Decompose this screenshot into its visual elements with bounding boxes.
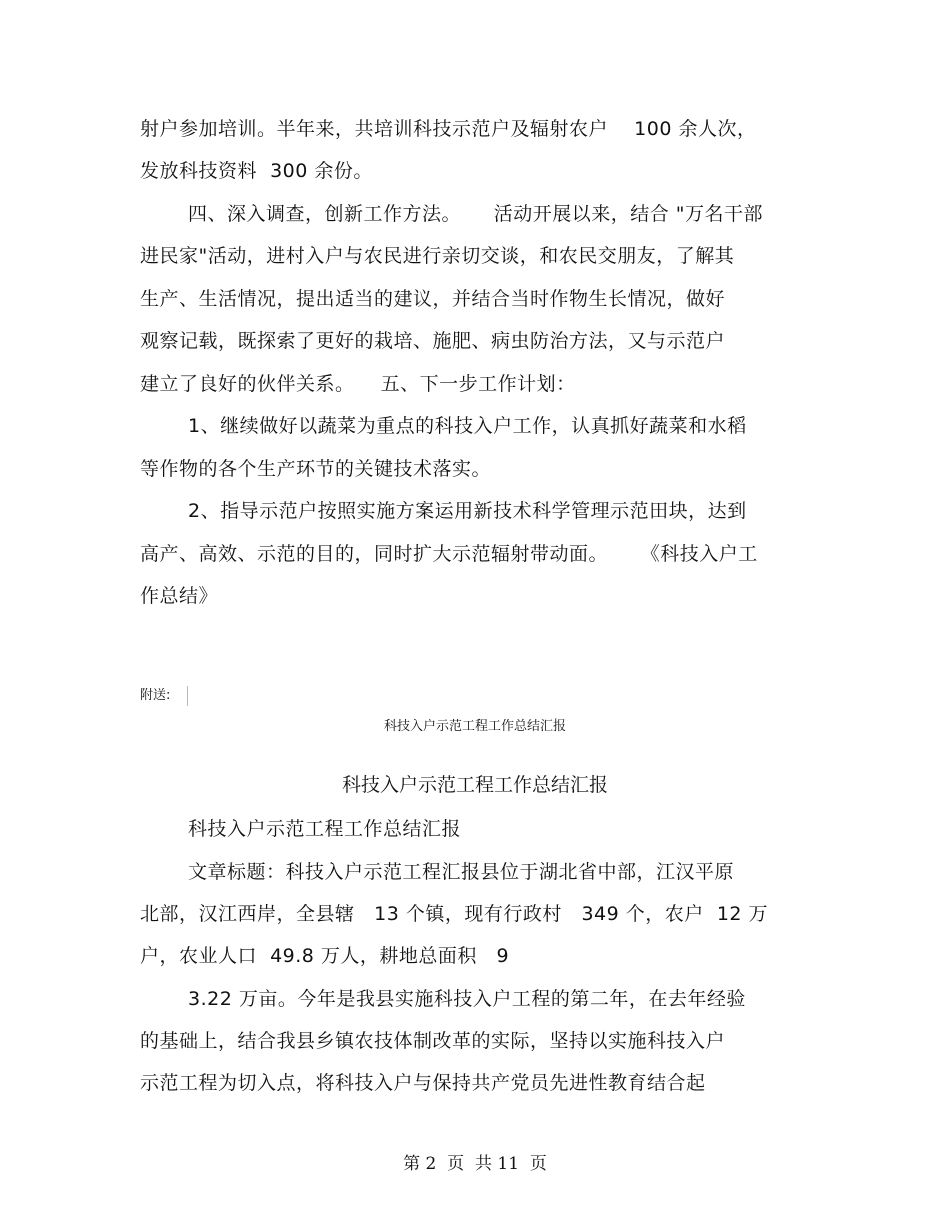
text-cursor — [187, 686, 188, 706]
article-title: 科技入户示范工程工作总结汇报 — [341, 774, 608, 796]
body-line: 2、指导示范户按照实施方案运用新技术科学管理示范田块，达到 — [188, 500, 747, 522]
body-line: 发放科技资料 300 余份。 — [140, 160, 373, 182]
body-line: 观察记载，既探索了更好的栽培、施肥、病虫防治方法，又与示范户 — [140, 330, 726, 352]
appendix-label: 附送: — [140, 688, 171, 703]
page-footer: 第 2 页 共 11 页 — [403, 1154, 547, 1174]
article-line: 北部，汉江西岸，全县辖 13 个镇，现有行政村 349 个，农户 12 万 — [140, 903, 769, 925]
article-line: 科技入户示范工程工作总结汇报 — [188, 818, 462, 840]
article-line: 示范工程为切入点，将科技入户与保持共产党员先进性教育结合起 — [140, 1072, 706, 1094]
body-line: 建立了良好的伙伴关系。 五、下一步工作计划： — [140, 373, 576, 395]
body-line: 作总结》 — [140, 585, 219, 607]
body-line: 进民家"活动，进村入户与农民进行亲切交谈，和农民交朋友，了解其 — [140, 245, 735, 267]
article-line: 户，农业人口 49.8 万人，耕地总面积 9 — [140, 945, 510, 967]
body-line: 生产、生活情况，提出适当的建议，并结合当时作物生长情况，做好 — [140, 288, 726, 310]
article-line: 3.22 万亩。今年是我县实施科技入户工程的第二年，在去年经验 — [188, 988, 746, 1010]
body-line: 射户参加培训。半年来，共培训科技示范户及辐射农户 100 余人次， — [140, 118, 757, 140]
article-line: 文章标题：科技入户示范工程汇报县位于湖北省中部，江汉平原 — [188, 861, 735, 883]
body-line: 高产、高效、示范的目的，同时扩大示范辐射带动面。 《科技入户工 — [140, 543, 758, 565]
article-line: 的基础上，结合我县乡镇农技体制改革的实际，坚持以实施科技入户 — [140, 1030, 726, 1052]
body-line: 1、继续做好以蔬菜为重点的科技入户工作，认真抓好蔬菜和水稻 — [188, 415, 747, 437]
body-line: 等作物的各个生产环节的关键技术落实。 — [140, 458, 492, 480]
appendix-small-title: 科技入户示范工程工作总结汇报 — [383, 719, 566, 734]
body-line: 四、深入调查，创新工作方法。 活动开展以来，结合 "万名干部 — [188, 203, 763, 225]
